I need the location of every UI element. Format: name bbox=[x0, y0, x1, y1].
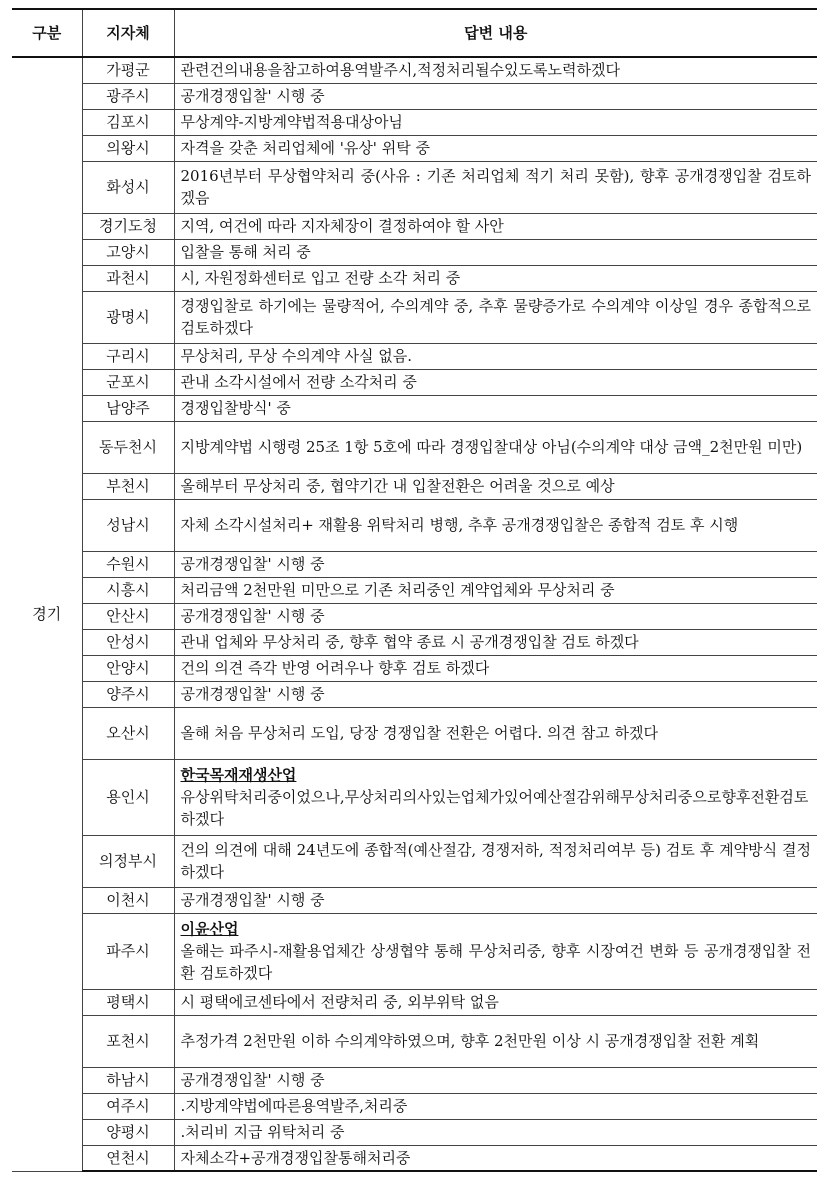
table-row bbox=[12, 291, 817, 343]
answer-text: 올해 처음 무상처리 도입, 당장 경쟁입찰 전환은 어렵다. 의견 참고 하겠다 bbox=[180, 724, 658, 742]
answer-text: 시 평택에코센타에서 전량처리 중, 외부위탁 없음 bbox=[180, 993, 499, 1011]
answer-text: .처리비 지급 위탁처리 중 bbox=[180, 1123, 345, 1141]
city-cell: 동두천시 bbox=[82, 421, 174, 473]
answer-cell bbox=[174, 83, 817, 109]
city-cell: 가평군 bbox=[82, 57, 174, 83]
answer-cell bbox=[174, 989, 817, 1015]
city-cell: 김포시 bbox=[82, 109, 174, 135]
city-cell: 파주시 bbox=[82, 913, 174, 989]
answer-cell bbox=[174, 499, 817, 551]
answer-text: 자체 소각시설처리+ 재활용 위탁처리 병행, 추후 공개경쟁입찰은 종합적 검토 후 시행 bbox=[180, 516, 739, 534]
answer-cell bbox=[174, 213, 817, 239]
answer-cell bbox=[174, 707, 817, 759]
answer-text: 올해는 파주시-재활용업체간 상생협약 통해 무상처리중, 향후 시장여건 변화 등 공개경쟁입찰 전환 검토하겠다 bbox=[180, 942, 811, 982]
table-row bbox=[12, 369, 817, 395]
city-cell: 이천시 bbox=[82, 887, 174, 913]
answer-cell bbox=[174, 1067, 817, 1093]
city-cell: 안양시 bbox=[82, 655, 174, 681]
answer-cell bbox=[174, 655, 817, 681]
city-cell: 수원시 bbox=[82, 551, 174, 577]
answer-text: 관련건의내용을참고하여용역발주시,적정처리될수있도록노력하겠다 bbox=[180, 61, 620, 80]
answer-cell bbox=[174, 759, 817, 835]
answer-cell bbox=[174, 1119, 817, 1145]
city-cell: 화성시 bbox=[82, 161, 174, 213]
table-row bbox=[12, 1093, 817, 1119]
city-cell: 연천시 bbox=[82, 1145, 174, 1171]
answer-text: 건의 의견 즉각 반영 어려우나 향후 검토 하겠다 bbox=[180, 659, 490, 677]
city-cell: 고양시 bbox=[82, 239, 174, 265]
city-cell: 포천시 bbox=[82, 1015, 174, 1067]
table-row bbox=[12, 83, 817, 109]
answer-text: 건의 의견에 대해 24년도에 종합적(예산절감, 경쟁저하, 적정처리여부 등) 검토 후 계약방식 결정하겠다 bbox=[180, 841, 811, 881]
company-name: 한국목재재생산업 bbox=[180, 766, 297, 784]
answer-text: 공개경쟁입찰' 시행 중 bbox=[180, 555, 325, 573]
answer-cell bbox=[174, 265, 817, 291]
answer-cell bbox=[174, 135, 817, 161]
answer-text: 2016년부터 무상협약처리 중(사유 : 기존 처리업체 적기 처리 못함), 향후 공개경쟁입찰 검토하겠음 bbox=[180, 167, 811, 207]
city-cell: 안산시 bbox=[82, 603, 174, 629]
table-row bbox=[12, 887, 817, 913]
table-row bbox=[12, 989, 817, 1015]
answer-cell bbox=[174, 913, 817, 989]
city-cell: 양주시 bbox=[82, 681, 174, 707]
answer-cell bbox=[174, 1093, 817, 1119]
table-row bbox=[12, 265, 817, 291]
answer-text: 공개경쟁입찰' 시행 중 bbox=[180, 1071, 325, 1089]
table-row bbox=[12, 629, 817, 655]
table-row bbox=[12, 655, 817, 681]
answer-text: 경쟁입찰로 하기에는 물량적어, 수의계약 중, 추후 물량증가로 수의계약 이상일 경우 종합적으로 검토하겠다 bbox=[180, 297, 811, 337]
table-row bbox=[12, 707, 817, 759]
answer-text: 입찰을 통해 처리 중 bbox=[180, 243, 311, 261]
city-cell: 여주시 bbox=[82, 1093, 174, 1119]
answer-cell bbox=[174, 109, 817, 135]
answer-text: 시, 자원정화센터로 입고 전량 소각 처리 중 bbox=[180, 269, 461, 287]
table-row bbox=[12, 57, 817, 83]
city-cell: 양평시 bbox=[82, 1119, 174, 1145]
table-row bbox=[12, 343, 817, 369]
city-cell: 의왕시 bbox=[82, 135, 174, 161]
table-row bbox=[12, 603, 817, 629]
answer-text: 경쟁입찰방식' 중 bbox=[180, 399, 291, 417]
answer-cell bbox=[174, 473, 817, 499]
city-cell: 안성시 bbox=[82, 629, 174, 655]
answer-cell bbox=[174, 1015, 817, 1067]
table-row bbox=[12, 1119, 817, 1145]
answer-cell bbox=[174, 421, 817, 473]
city-cell: 군포시 bbox=[82, 369, 174, 395]
answer-text: 공개경쟁입찰' 시행 중 bbox=[180, 607, 325, 625]
table-row bbox=[12, 1145, 817, 1171]
answer-cell bbox=[174, 369, 817, 395]
table-row bbox=[12, 835, 817, 887]
company-name: 이윤산업 bbox=[180, 920, 239, 938]
table-row bbox=[12, 681, 817, 707]
city-cell: 광명시 bbox=[82, 291, 174, 343]
city-cell: 하남시 bbox=[82, 1067, 174, 1093]
region-cell: 경기 bbox=[12, 57, 82, 1171]
table-row bbox=[12, 473, 817, 499]
answer-text: 지방계약법 시행령 25조 1항 5호에 따라 경쟁입찰대상 아님(수의계약 대상 금액_2천만원 미만) bbox=[180, 438, 803, 456]
answer-text: 추정가격 2천만원 이하 수의계약하였으며, 향후 2천만원 이상 시 공개경쟁입찰 전환 계획 bbox=[180, 1032, 760, 1050]
city-cell: 용인시 bbox=[82, 759, 174, 835]
answer-text: 지역, 여건에 따라 지자체장이 결정하여야 할 사안 bbox=[180, 217, 504, 235]
city-cell: 경기도청 bbox=[82, 213, 174, 239]
city-cell: 오산시 bbox=[82, 707, 174, 759]
answer-cell bbox=[174, 577, 817, 603]
city-cell: 광주시 bbox=[82, 83, 174, 109]
table-row bbox=[12, 421, 817, 473]
answer-text: 무상처리, 무상 수의계약 사실 없음. bbox=[180, 347, 412, 365]
response-table bbox=[12, 8, 817, 1172]
table-row bbox=[12, 109, 817, 135]
table-row bbox=[12, 239, 817, 265]
table-row bbox=[12, 551, 817, 577]
answer-cell bbox=[174, 681, 817, 707]
city-cell: 구리시 bbox=[82, 343, 174, 369]
header-answer: 답변 내용 bbox=[174, 9, 817, 57]
table-row bbox=[12, 213, 817, 239]
table-body bbox=[12, 57, 817, 1171]
header-city: 지자체 bbox=[82, 9, 174, 57]
table-row bbox=[12, 161, 817, 213]
answer-text: 자체소각+공개경쟁입찰통해처리중 bbox=[180, 1148, 411, 1167]
answer-text: 공개경쟁입찰' 시행 중 bbox=[180, 891, 325, 909]
table-row bbox=[12, 759, 817, 835]
answer-cell bbox=[174, 239, 817, 265]
answer-text: 무상계약-지방계약법적용대상아님 bbox=[180, 113, 403, 131]
answer-cell bbox=[174, 291, 817, 343]
city-cell: 남양주 bbox=[82, 395, 174, 421]
city-cell: 성남시 bbox=[82, 499, 174, 551]
answer-text: 공개경쟁입찰' 시행 중 bbox=[180, 685, 325, 703]
answer-cell bbox=[174, 835, 817, 887]
city-cell: 부천시 bbox=[82, 473, 174, 499]
answer-cell bbox=[174, 887, 817, 913]
city-cell: 시흥시 bbox=[82, 577, 174, 603]
table-row bbox=[12, 135, 817, 161]
table-row bbox=[12, 1067, 817, 1093]
answer-text: 관내 소각시설에서 전량 소각처리 중 bbox=[180, 373, 417, 391]
answer-cell bbox=[174, 551, 817, 577]
answer-text: 올해부터 무상처리 중, 협약기간 내 입찰전환은 어려울 것으로 예상 bbox=[180, 477, 615, 495]
answer-cell bbox=[174, 603, 817, 629]
table-row bbox=[12, 913, 817, 989]
answer-text: 유상위탁처리중이었으나,무상처리의사있는업체가있어예산절감위해무상처리중으로향후전환검토하겠다 bbox=[180, 788, 809, 828]
answer-text: 자격을 갖춘 처리업체에 '유상' 위탁 중 bbox=[180, 139, 430, 157]
answer-cell bbox=[174, 629, 817, 655]
table-row bbox=[12, 395, 817, 421]
table-row bbox=[12, 1015, 817, 1067]
answer-text: 공개경쟁입찰' 시행 중 bbox=[180, 87, 325, 105]
table-row bbox=[12, 499, 817, 551]
header-row bbox=[12, 9, 817, 57]
header-category: 구분 bbox=[12, 9, 82, 57]
answer-cell bbox=[174, 57, 817, 83]
answer-cell bbox=[174, 161, 817, 213]
answer-cell bbox=[174, 343, 817, 369]
answer-text: 처리금액 2천만원 미만으로 기존 처리중인 계약업체와 무상처리 중 bbox=[180, 581, 615, 599]
city-cell: 의정부시 bbox=[82, 835, 174, 887]
city-cell: 평택시 bbox=[82, 989, 174, 1015]
city-cell: 과천시 bbox=[82, 265, 174, 291]
table-row bbox=[12, 577, 817, 603]
answer-cell bbox=[174, 395, 817, 421]
answer-text: 관내 업체와 무상처리 중, 향후 협약 종료 시 공개경쟁입찰 검토 하겠다 bbox=[180, 633, 639, 651]
answer-cell bbox=[174, 1145, 817, 1171]
answer-text: .지방계약법에따른용역발주,처리중 bbox=[180, 1097, 408, 1115]
